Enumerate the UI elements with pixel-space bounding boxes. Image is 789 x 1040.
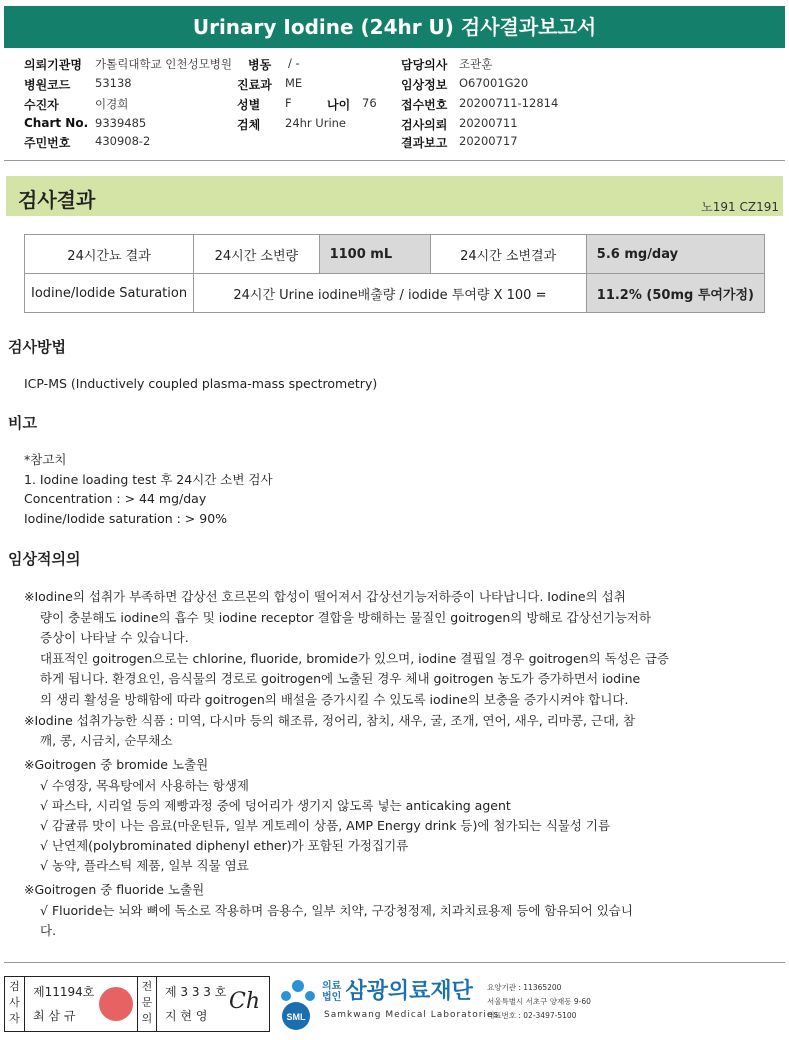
clinical-line: √ Fluoride는 뇌와 뼈에 독소로 작용하며 음용수, 일부 치약, 구강청정제, 치과치료용제 등에 함유되어 있습니 (40, 903, 633, 918)
contact-line: 대표번호 : 02-3497-5100 (487, 1011, 577, 1020)
clinical-list-item: √ 파스타, 시리얼 등의 제빵과정 중에 덩어리가 생기지 않도록 넣는 anticaking agent (40, 798, 511, 813)
logo-text: SML (286, 1012, 306, 1022)
clinical-line: ※Goitrogen 중 bromide 노출원 (24, 757, 209, 772)
divider (4, 160, 785, 161)
tester-license: 제11194호 (33, 985, 95, 999)
receipt-value: 20200711-12814 (459, 96, 559, 110)
specimen-label: 검체 (237, 118, 261, 132)
remarks-line: 1. Iodine loading test 후 24시간 소변 검사 (24, 472, 273, 487)
clinical-list-item: √ 감귤류 맛이 나는 음료(마운틴듀, 일부 게토레이 상품, AMP Energy drink 등)에 첨가되는 식물성 기름 (40, 818, 611, 833)
table-cell: 24시간뇨 결과 (25, 235, 194, 274)
seal-icon (99, 987, 133, 1021)
brand-main: 삼광의료재단 (345, 979, 473, 1004)
doctor-label: 담당의사 (401, 58, 448, 72)
footer-divider (4, 962, 785, 963)
table-cell: 24시간 소변량 (194, 235, 320, 274)
tester-name: 최 삼 규 (33, 1009, 76, 1023)
report-value: 20200717 (459, 134, 518, 148)
remarks-line: Concentration : > 44 mg/day (24, 491, 207, 506)
name-value: 이경희 (95, 97, 129, 111)
clinical-line: 의 생리 활성을 방해함에 따라 goitrogen의 배설을 증가시킬 수 있도록 iodine의 보충을 증가시켜야 합니다. (40, 692, 629, 707)
report-label: 결과보고 (401, 136, 448, 150)
remarks-line: Iodine/Iodide saturation : > 90% (24, 511, 228, 526)
remarks-title: 비고 (8, 414, 37, 432)
code-label: 병원코드 (24, 78, 71, 92)
specialist-license: 제 3 3 3 호 (165, 985, 227, 999)
results-table (24, 234, 765, 313)
clinical-line: 대표적인 goitrogen으로는 chlorine, fluoride, bromide가 있으며, iodine 결핍일 경우 goitrogen의 독성은 급증 (40, 651, 669, 666)
code-value: 53138 (95, 76, 132, 90)
clinical-title: 임상적의의 (8, 550, 81, 568)
table-cell: 24시간 Urine iodine배출량 / iodide 투여량 X 100 = (194, 274, 587, 313)
sml-logo-icon (274, 976, 318, 1032)
signature-box (4, 976, 270, 1032)
specialist-name: 지 현 영 (165, 1009, 208, 1023)
remarks-line: *참고치 (24, 452, 67, 467)
age-label: 나이 (327, 98, 351, 112)
clinical-list-item: √ 농약, 플라스틱 제품, 일부 직물 염료 (40, 858, 249, 873)
footer (2, 968, 787, 1038)
results-header (6, 176, 783, 216)
brand-small (322, 981, 341, 1003)
contact-line: 요양기관 : 11365200 (487, 983, 562, 992)
table-cell: 11.2% (50mg 투여가정) (586, 274, 764, 313)
ward-value: / - (288, 56, 300, 70)
method-title: 검사방법 (8, 338, 66, 356)
clinical-line: ※Iodine의 섭취가 부족하면 갑상선 호르몬의 합성이 떨어져서 갑상선기능저하증이 나타납니다. Iodine의 섭취 (24, 589, 626, 604)
chart-label: Chart No. (24, 116, 89, 130)
resid-label: 주민번호 (24, 136, 71, 150)
brand-name (322, 974, 473, 1005)
dept-label: 진료과 (237, 78, 272, 92)
receipt-label: 접수번호 (401, 98, 448, 112)
table-cell: Iodine/Iodide Saturation (25, 274, 194, 313)
dept-value: ME (285, 76, 303, 90)
table-cell: 1100 mL (319, 235, 430, 274)
clinical-line: ※Goitrogen 중 fluoride 노출원 (24, 882, 205, 897)
clinical-line: 량이 충분해도 iodine의 흡수 및 iodine receptor 결합을 방해하는 물질인 goitrogen의 방해로 갑상선기능저하 (40, 610, 652, 625)
request-label: 검사의뢰 (401, 118, 448, 132)
clinical-line: ※Iodine 섭취가능한 식품 : 미역, 다시마 등의 해조류, 정어리, 참치, 새우, 굴, 조개, 연어, 새우, 리마콩, 근대, 참 (24, 713, 636, 728)
report-title: Urinary Iodine (24hr U) 검사결과보고서 (4, 6, 785, 48)
table-cell: 5.6 mg/day (586, 235, 764, 274)
clinical-label: 임상정보 (401, 78, 448, 92)
method-text: ICP-MS (Inductively coupled plasma-mass spectrometry) (24, 376, 378, 391)
brand-small-2: 법인 (322, 992, 342, 1003)
contact-line: 서울특별시 서초구 양재동 9-60 (487, 997, 591, 1006)
name-label: 수진자 (24, 98, 59, 112)
sex-value: F (285, 96, 292, 110)
doctor-value: 조관훈 (459, 57, 493, 71)
clinical-value: O67001G20 (459, 76, 529, 90)
table-cell: 24시간 소변결과 (430, 235, 586, 274)
specimen-value: 24hr Urine (285, 116, 347, 130)
signature-icon: Ch (229, 989, 261, 1014)
patient-info (0, 56, 789, 156)
specialist-label: 전문의 (137, 977, 157, 1031)
clinical-line: 증상이 나타날 수 있습니다. (40, 630, 189, 645)
brand-english: Samkwang Medical Laboratories (324, 1010, 500, 1020)
results-title: 검사결과 (18, 188, 96, 212)
inst-value: 가톨릭대학교 인천성모병원 (95, 57, 232, 71)
clinical-line: 깨, 콩, 시금치, 순무채소 (40, 733, 173, 748)
sex-label: 성별 (237, 98, 261, 112)
table-row (25, 274, 765, 313)
ward-label: 병동 (248, 58, 272, 72)
clinical-list-item: √ 수영장, 목욕탕에서 사용하는 항생제 (40, 778, 249, 793)
age-value: 76 (362, 96, 377, 110)
clinical-line: 하게 됩니다. 환경요인, 음식물의 경로로 goitrogen에 노출된 경우 체내 goitrogen 농도가 증가하면서 iodine (40, 671, 641, 686)
tester-label: 검사자 (5, 977, 25, 1031)
chart-value: 9339485 (95, 116, 147, 130)
request-value: 20200711 (459, 116, 518, 130)
brand-small-1: 의료 (322, 981, 342, 992)
clinical-line: 다. (40, 923, 57, 938)
resid-value: 430908-2 (95, 134, 151, 148)
clinical-list-item: √ 난연제(polybrominated diphenyl ether)가 포함된 가정집기류 (40, 838, 409, 853)
inst-label: 의뢰기관명 (24, 58, 82, 72)
results-code: 노191 CZ191 (701, 200, 779, 214)
table-row (25, 235, 765, 274)
